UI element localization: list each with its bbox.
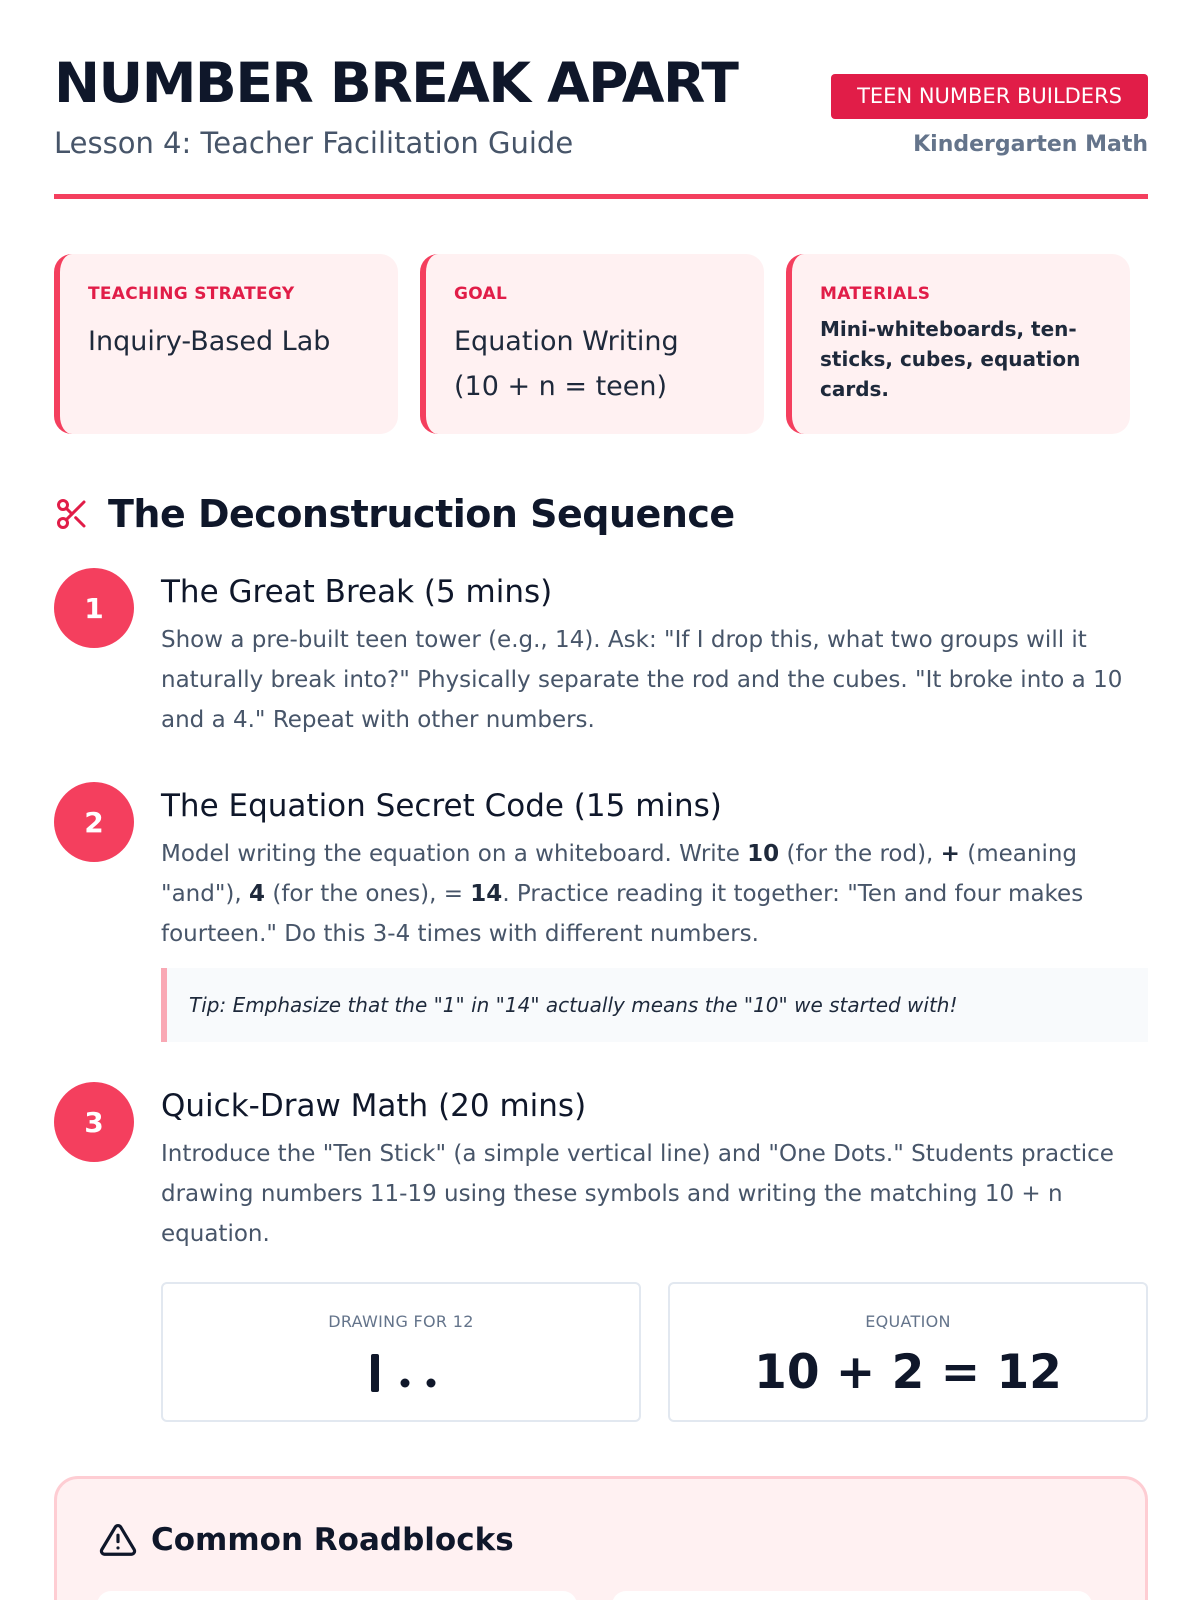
step-body xyxy=(161,784,1148,954)
card-value-line: (10 + n = teen) xyxy=(454,371,668,402)
card-label: GOAL xyxy=(454,284,508,304)
roadblock-card xyxy=(612,1591,1092,1600)
card-value: Mini-whiteboards, ten-sticks, cubes, equation cards. xyxy=(820,317,1081,401)
card-value: Inquiry-Based Lab xyxy=(88,326,331,357)
roadblocks-title: Common Roadblocks xyxy=(151,1522,514,1558)
materials-card xyxy=(786,254,1130,434)
card-value-line: Equation Writing xyxy=(454,326,679,357)
section-heading xyxy=(54,490,735,538)
roadblocks-panel xyxy=(54,1476,1148,1600)
header-divider xyxy=(54,194,1148,199)
step-body xyxy=(161,1084,1148,1254)
warning-icon xyxy=(99,1521,137,1559)
scissors-icon xyxy=(54,496,90,532)
step-text: Introduce the "Ten Stick" (a simple vertical line) and "One Dots." Students practice drawing numbers 11-19 using these symbols and writing the matching 10 + n equation. xyxy=(161,1141,1114,1247)
equation-example-box xyxy=(668,1282,1148,1422)
one-dot-mark xyxy=(401,1379,410,1388)
card-label: MATERIALS xyxy=(820,284,931,304)
tip-callout xyxy=(161,968,1148,1042)
page-header xyxy=(54,0,1148,200)
info-cards xyxy=(54,254,1148,434)
card-label: TEACHING STRATEGY xyxy=(88,284,295,304)
tip-text: Tip: Emphasize that the "1" in "14" actually means the "10" we started with! xyxy=(189,993,958,1017)
step-number: 3 xyxy=(54,1082,134,1162)
one-dot-mark xyxy=(427,1379,436,1388)
card-value xyxy=(454,318,744,410)
page-title: NUMBER BREAK APART xyxy=(54,51,738,115)
section-title: The Deconstruction Sequence xyxy=(108,492,735,536)
quick-drawing xyxy=(163,1346,643,1396)
step-number: 2 xyxy=(54,782,134,862)
page-subtitle: Lesson 4: Teacher Facilitation Guide xyxy=(54,126,574,160)
drawing-example-box xyxy=(161,1282,641,1422)
equation-label: EQUATION xyxy=(865,1312,951,1331)
step-number: 1 xyxy=(54,568,134,648)
goal-card xyxy=(420,254,764,434)
step-body xyxy=(161,570,1148,740)
step-title: The Great Break (5 mins) xyxy=(161,574,553,610)
strategy-card xyxy=(54,254,398,434)
step-text: Model writing the equation on a whiteboard. Write 10 (for the rod), + (meaning "and"), 4 (for the ones), = 14. Practice reading it together: "Ten and four makes fourteen." Do this 3-4 times with different numbers. xyxy=(161,841,1084,947)
step-title: The Equation Secret Code (15 mins) xyxy=(161,788,722,824)
roadblock-card xyxy=(97,1591,577,1600)
roadblocks-heading xyxy=(99,1521,514,1559)
drawing-label: DRAWING FOR 12 xyxy=(328,1312,474,1331)
ten-stick-mark xyxy=(371,1354,379,1392)
step-text: Show a pre-built teen tower (e.g., 14). Ask: "If I drop this, what two groups will it naturally break into?" Physically separate the rod and the cubes. "It broke into a 10 and a 4." Repeat with other numbers. xyxy=(161,627,1123,733)
equation-value: 10 + 2 = 12 xyxy=(754,1345,1062,1400)
step-title: Quick-Draw Math (20 mins) xyxy=(161,1088,587,1124)
grade-label: Kindergarten Math xyxy=(913,132,1148,157)
unit-badge: TEEN NUMBER BUILDERS xyxy=(831,74,1148,119)
lesson-guide-page xyxy=(54,0,1148,1558)
